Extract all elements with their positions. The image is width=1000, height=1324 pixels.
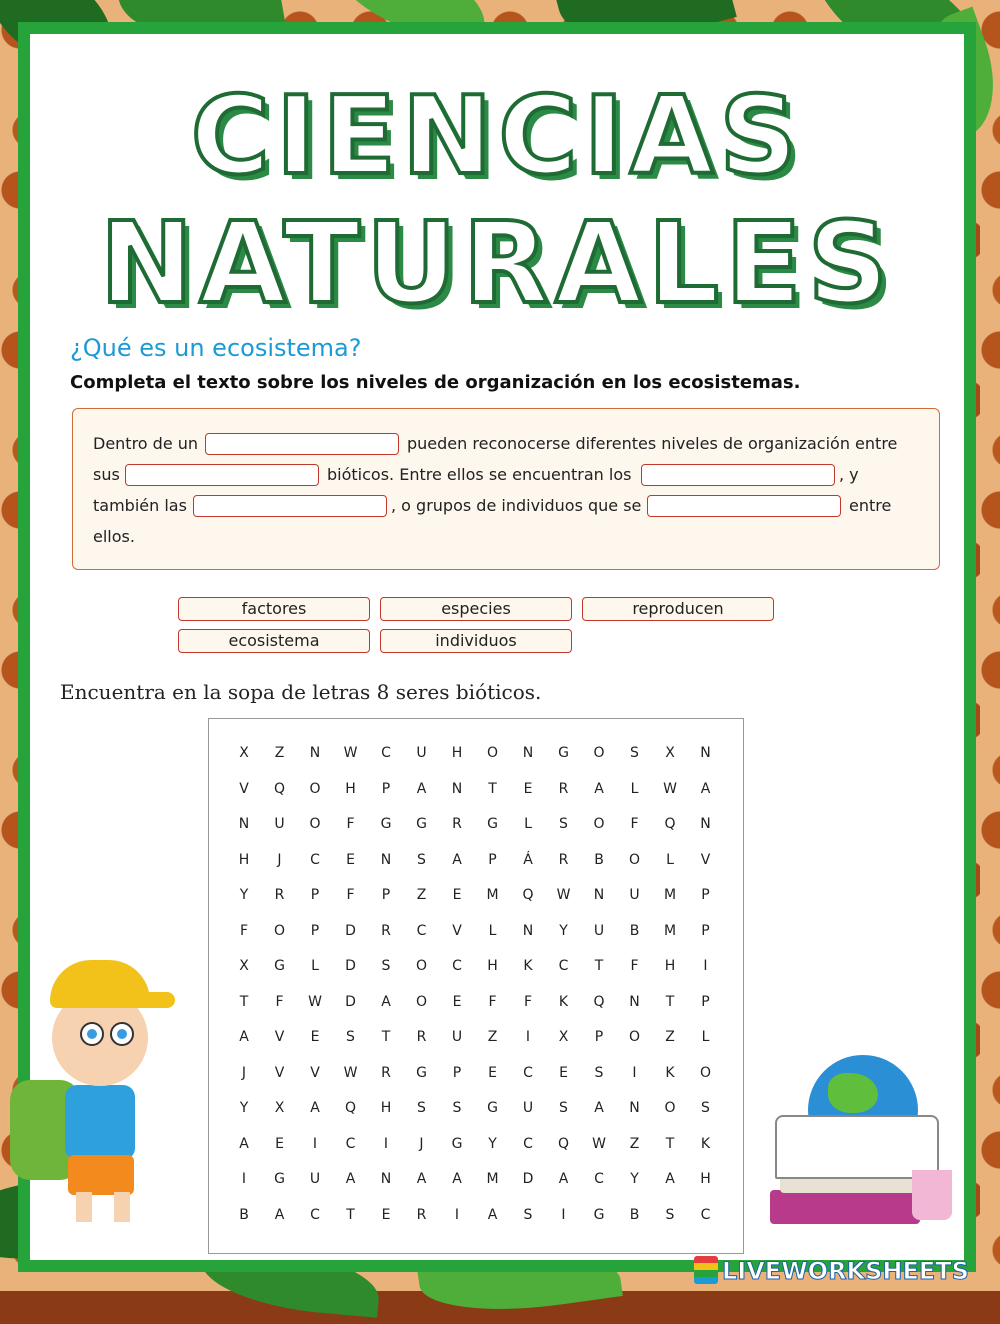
- grid-cell[interactable]: U: [593, 922, 605, 939]
- grid-cell[interactable]: T: [239, 993, 249, 1010]
- blank-input-1[interactable]: [205, 433, 399, 455]
- grid-cell[interactable]: N: [238, 816, 250, 832]
- grid-cell[interactable]: N: [700, 745, 711, 761]
- grid-cell[interactable]: Y: [559, 922, 568, 939]
- grid-cell[interactable]: P: [381, 887, 391, 903]
- kid-shirt-shape: [65, 1085, 135, 1160]
- grid-cell[interactable]: T: [346, 1206, 355, 1223]
- grid-cell[interactable]: H: [700, 1171, 711, 1187]
- grid-cell[interactable]: E: [523, 780, 533, 797]
- grid-cell[interactable]: H: [380, 1100, 392, 1116]
- grid-cell[interactable]: C: [381, 745, 391, 761]
- grid-cell[interactable]: G: [380, 816, 392, 832]
- grid-cell[interactable]: U: [629, 887, 640, 903]
- grid-cell[interactable]: D: [345, 922, 356, 939]
- grid-cell[interactable]: P: [701, 922, 710, 939]
- grid-cell[interactable]: F: [523, 993, 533, 1010]
- grid-cell[interactable]: B: [594, 851, 604, 868]
- word-bank-especies[interactable]: especies: [380, 597, 572, 621]
- grid-cell[interactable]: Z: [629, 1135, 640, 1152]
- grid-cell[interactable]: P: [488, 851, 497, 868]
- grid-cell[interactable]: N: [593, 887, 605, 903]
- grid-cell[interactable]: I: [561, 1206, 566, 1223]
- text-fragment: bióticos. Entre ellos se encuentran los: [327, 465, 632, 484]
- grid-cell[interactable]: V: [274, 1029, 285, 1045]
- word-bank-ecosistema[interactable]: ecosistema: [178, 629, 370, 653]
- grid-cell[interactable]: K: [700, 1135, 711, 1152]
- grid-cell[interactable]: Z: [416, 887, 427, 903]
- grid-cell[interactable]: E: [310, 1029, 320, 1045]
- grid-cell[interactable]: E: [559, 1064, 568, 1081]
- book-icon: [770, 1190, 920, 1224]
- grid-cell[interactable]: L: [524, 816, 532, 832]
- grid-cell[interactable]: L: [666, 851, 674, 868]
- grid-cell[interactable]: V: [310, 1064, 320, 1081]
- grid-cell[interactable]: O: [486, 745, 499, 761]
- grid-cell[interactable]: Z: [665, 1029, 675, 1045]
- grid-cell[interactable]: T: [665, 1135, 675, 1152]
- grid-cell[interactable]: S: [417, 851, 426, 868]
- grid-cell[interactable]: Q: [593, 993, 605, 1010]
- grid-cell[interactable]: W: [556, 887, 571, 903]
- grid-cell[interactable]: S: [559, 816, 568, 832]
- grid-cell[interactable]: X: [239, 958, 249, 974]
- grid-cell[interactable]: K: [665, 1064, 675, 1081]
- text-fragment: sus: [93, 465, 120, 484]
- grid-cell[interactable]: A: [452, 1171, 462, 1187]
- grid-cell[interactable]: Z: [487, 1029, 498, 1045]
- grid-cell[interactable]: B: [239, 1206, 249, 1223]
- grid-cell[interactable]: T: [594, 958, 604, 974]
- word-search-grid[interactable]: [208, 718, 744, 1254]
- grid-cell[interactable]: W: [308, 993, 322, 1010]
- text-fragment: , y: [839, 465, 859, 484]
- grid-cell[interactable]: C: [523, 1135, 533, 1152]
- grid-cell[interactable]: O: [593, 816, 605, 832]
- grid-cell[interactable]: O: [628, 851, 641, 868]
- kid-cap-brim-shape: [115, 992, 175, 1008]
- grid-cell[interactable]: S: [701, 1100, 710, 1116]
- grid-cell[interactable]: R: [274, 887, 285, 903]
- text-fragment: Dentro de un: [93, 434, 199, 453]
- grid-cell[interactable]: P: [310, 922, 320, 939]
- grid-cell[interactable]: A: [239, 1029, 249, 1045]
- title-line-1: CIENCIAS: [190, 74, 804, 199]
- grid-cell[interactable]: J: [241, 1064, 247, 1081]
- grid-cell[interactable]: I: [703, 958, 708, 974]
- grid-cell[interactable]: M: [486, 1171, 499, 1187]
- grid-cell[interactable]: W: [663, 780, 677, 797]
- pencil-cup-icon: [912, 1170, 952, 1220]
- text-fragment: también las: [93, 496, 187, 515]
- grid-cell[interactable]: U: [416, 745, 427, 761]
- grid-cell[interactable]: T: [488, 780, 497, 797]
- grid-cell[interactable]: A: [594, 780, 604, 797]
- grid-cell[interactable]: G: [416, 1064, 427, 1081]
- grid-cell[interactable]: N: [522, 922, 534, 939]
- grid-cell[interactable]: Y: [630, 1171, 639, 1187]
- blank-input-2[interactable]: [125, 464, 319, 486]
- fill-in-text-box: [72, 408, 940, 570]
- grid-cell[interactable]: C: [310, 1206, 320, 1223]
- grid-cell[interactable]: Q: [557, 1135, 570, 1152]
- text-fragment: pueden reconocerse diferentes niveles de organización entre: [407, 434, 898, 453]
- grid-cell[interactable]: O: [628, 1029, 641, 1045]
- grid-cell[interactable]: A: [416, 780, 427, 797]
- grid-cell[interactable]: S: [630, 745, 639, 761]
- grid-cell[interactable]: A: [594, 1100, 604, 1116]
- grid-cell[interactable]: X: [558, 1029, 569, 1045]
- grid-cell[interactable]: J: [277, 851, 282, 868]
- grid-cell[interactable]: C: [558, 958, 569, 974]
- grid-cell[interactable]: N: [629, 1100, 640, 1116]
- grid-cell[interactable]: S: [452, 1100, 462, 1116]
- grid-cell[interactable]: U: [309, 1171, 321, 1187]
- grid-cell[interactable]: R: [416, 1029, 427, 1045]
- grid-cell[interactable]: A: [345, 1171, 356, 1187]
- grid-cell[interactable]: P: [594, 1029, 604, 1045]
- grid-cell[interactable]: A: [239, 1135, 249, 1152]
- grid-cell[interactable]: H: [238, 851, 250, 868]
- grid-cell[interactable]: W: [592, 1135, 606, 1152]
- grid-cell[interactable]: Y: [239, 1100, 249, 1116]
- grid-cell[interactable]: S: [346, 1029, 355, 1045]
- grid-cell[interactable]: S: [665, 1206, 675, 1223]
- grid-cell[interactable]: C: [310, 851, 320, 868]
- grid-cell[interactable]: P: [452, 1064, 462, 1081]
- grid-cell[interactable]: P: [701, 887, 710, 903]
- grid-cell[interactable]: Y: [239, 887, 249, 903]
- grid-cell[interactable]: F: [488, 993, 497, 1010]
- logo-badge-icon: [694, 1256, 718, 1284]
- grid-cell[interactable]: A: [452, 851, 462, 868]
- grid-cell[interactable]: H: [487, 958, 498, 974]
- grid-cell[interactable]: O: [699, 1064, 712, 1081]
- grid-cell[interactable]: P: [381, 780, 391, 797]
- grid-cell[interactable]: O: [593, 745, 605, 761]
- grid-cell[interactable]: A: [381, 993, 391, 1010]
- grid-cell[interactable]: N: [522, 745, 534, 761]
- grid-cell[interactable]: F: [239, 922, 249, 939]
- word-search-instruction: Encuentra en la sopa de letras 8 seres bióticos.: [60, 680, 542, 704]
- grid-cell[interactable]: R: [558, 780, 569, 797]
- title-line-2: NATURALES: [99, 199, 895, 329]
- grid-cell[interactable]: N: [380, 1171, 392, 1187]
- grid-cell[interactable]: R: [381, 922, 391, 939]
- kid-eye-shape: [80, 1022, 104, 1046]
- grid-cell[interactable]: L: [311, 958, 319, 974]
- grid-cell[interactable]: O: [415, 958, 428, 974]
- grid-cell[interactable]: E: [488, 1064, 497, 1081]
- grid-cell[interactable]: A: [665, 1171, 675, 1187]
- grid-cell[interactable]: F: [630, 816, 639, 832]
- text-fragment: , o grupos de individuos que se: [391, 496, 642, 515]
- grid-cell[interactable]: A: [700, 780, 711, 797]
- grid-cell[interactable]: S: [381, 958, 391, 974]
- kid-leg-shape: [76, 1192, 92, 1222]
- grid-cell[interactable]: X: [274, 1100, 285, 1116]
- kid-eye-shape: [110, 1022, 134, 1046]
- grid-cell[interactable]: F: [275, 993, 284, 1010]
- grid-cell[interactable]: C: [700, 1206, 711, 1223]
- grid-cell[interactable]: N: [700, 816, 711, 832]
- grid-cell[interactable]: I: [312, 1135, 318, 1152]
- grid-cell[interactable]: R: [452, 816, 462, 832]
- grid-cell[interactable]: G: [274, 958, 285, 974]
- grid-cell[interactable]: E: [452, 887, 462, 903]
- grid-cell[interactable]: O: [309, 816, 321, 832]
- grid-cell[interactable]: Q: [522, 887, 534, 903]
- grid-cell[interactable]: J: [419, 1135, 424, 1152]
- text-fragment: entre: [849, 496, 892, 515]
- grid-cell[interactable]: R: [416, 1206, 427, 1223]
- kid-shorts-shape: [68, 1155, 134, 1195]
- grid-cell[interactable]: Q: [273, 780, 286, 797]
- grid-cell[interactable]: F: [346, 816, 355, 832]
- blank-input-4[interactable]: [193, 495, 387, 517]
- grid-cell[interactable]: E: [275, 1135, 284, 1152]
- grid-cell[interactable]: V: [452, 922, 462, 939]
- grid-cell[interactable]: Z: [274, 745, 285, 761]
- grid-cell[interactable]: L: [630, 780, 639, 797]
- grid-cell[interactable]: R: [558, 851, 569, 868]
- grid-cell[interactable]: K: [558, 993, 569, 1010]
- grid-cell[interactable]: S: [417, 1100, 426, 1116]
- kid-illustration: [10, 960, 190, 1230]
- word-bank-individuos[interactable]: individuos: [380, 629, 572, 653]
- grid-cell[interactable]: I: [632, 1064, 637, 1081]
- logo-text: LIVEWORKSHEETS: [722, 1257, 969, 1285]
- grid-cell[interactable]: H: [345, 780, 356, 797]
- grid-cell[interactable]: O: [309, 780, 321, 797]
- grid-cell[interactable]: B: [629, 1206, 640, 1223]
- grid-cell[interactable]: Y: [488, 1135, 497, 1152]
- grid-cell[interactable]: H: [664, 958, 676, 974]
- grid-cell[interactable]: M: [486, 887, 499, 903]
- grid-cell[interactable]: X: [665, 745, 675, 761]
- grid-cell[interactable]: I: [383, 1135, 389, 1152]
- grid-cell[interactable]: X: [239, 745, 249, 761]
- grid-cell[interactable]: G: [593, 1206, 605, 1223]
- grid-cell[interactable]: M: [663, 922, 677, 939]
- grid-cell[interactable]: D: [345, 993, 356, 1010]
- grid-cell[interactable]: A: [416, 1171, 427, 1187]
- grid-cell[interactable]: S: [523, 1206, 533, 1223]
- grid-cell[interactable]: S: [559, 1100, 568, 1116]
- grid-cell[interactable]: P: [701, 993, 710, 1010]
- blank-input-3[interactable]: [641, 464, 835, 486]
- grid-cell[interactable]: A: [310, 1100, 320, 1116]
- grid-cell[interactable]: U: [274, 816, 285, 832]
- grid-cell[interactable]: B: [629, 922, 640, 939]
- grid-cell[interactable]: U: [522, 1100, 534, 1116]
- grid-cell[interactable]: P: [310, 887, 320, 903]
- grid-cell[interactable]: N: [629, 993, 640, 1010]
- grid-cell[interactable]: G: [416, 816, 427, 832]
- grid-cell[interactable]: U: [451, 1029, 463, 1045]
- grid-cell[interactable]: W: [343, 1064, 358, 1081]
- grid-cell[interactable]: W: [343, 745, 358, 761]
- grid-cell[interactable]: I: [525, 1029, 531, 1045]
- grid-cell[interactable]: V: [700, 851, 711, 868]
- grid-cell[interactable]: M: [663, 887, 677, 903]
- globe-land-shape: [828, 1073, 878, 1113]
- grid-cell[interactable]: R: [381, 1064, 391, 1081]
- grid-cell[interactable]: N: [309, 745, 321, 761]
- grid-cell[interactable]: T: [381, 1029, 391, 1045]
- grid-cell[interactable]: F: [346, 887, 355, 903]
- grid-cell[interactable]: O: [415, 993, 428, 1010]
- liveworksheets-logo: [694, 1256, 994, 1286]
- word-bank-factores[interactable]: factores: [178, 597, 370, 621]
- grid-cell[interactable]: H: [451, 745, 463, 761]
- grid-cell[interactable]: F: [630, 958, 639, 974]
- grid-cell[interactable]: A: [487, 1206, 498, 1223]
- grid-cell[interactable]: T: [665, 993, 675, 1010]
- grid-cell[interactable]: G: [487, 816, 498, 832]
- grid-cell[interactable]: V: [274, 1064, 285, 1081]
- grid-cell[interactable]: N: [451, 780, 463, 797]
- grid-cell[interactable]: C: [345, 1135, 356, 1152]
- kid-leg-shape: [114, 1192, 130, 1222]
- grid-cell[interactable]: I: [454, 1206, 460, 1223]
- section-question: ¿Qué es un ecosistema?: [70, 334, 362, 362]
- grid-cell[interactable]: O: [273, 922, 286, 939]
- grid-cell[interactable]: D: [522, 1171, 534, 1187]
- grid-cell[interactable]: L: [488, 922, 497, 939]
- grid-cell[interactable]: D: [345, 958, 356, 974]
- grid-cell[interactable]: A: [558, 1171, 569, 1187]
- grid-cell[interactable]: E: [452, 993, 462, 1010]
- grid-cell[interactable]: I: [241, 1171, 247, 1187]
- grid-cell[interactable]: K: [523, 958, 533, 974]
- grid-cell[interactable]: G: [451, 1135, 463, 1152]
- grid-cell[interactable]: G: [558, 745, 569, 761]
- grid-cell[interactable]: A: [274, 1206, 285, 1223]
- grid-cell[interactable]: C: [594, 1171, 604, 1187]
- fill-in-instruction: Completa el texto sobre los niveles de organización en los ecosistemas.: [70, 372, 801, 393]
- word-bank-reproducen[interactable]: reproducen: [582, 597, 774, 621]
- grid-cell[interactable]: V: [239, 780, 249, 797]
- grid-cell[interactable]: N: [380, 851, 392, 868]
- grid-cell[interactable]: G: [487, 1100, 498, 1116]
- grid-cell[interactable]: S: [594, 1064, 604, 1081]
- grid-cell[interactable]: Q: [344, 1100, 357, 1116]
- text-fragment: ellos.: [93, 527, 135, 546]
- grid-cell[interactable]: E: [381, 1206, 391, 1223]
- grid-cell[interactable]: C: [452, 958, 462, 974]
- grid-cell[interactable]: C: [416, 922, 427, 939]
- grid-cell[interactable]: Á: [523, 851, 533, 868]
- grid-cell[interactable]: Q: [664, 816, 676, 832]
- blank-input-5[interactable]: [647, 495, 841, 517]
- grid-cell[interactable]: L: [701, 1029, 710, 1045]
- grid-cell[interactable]: E: [346, 851, 355, 868]
- grid-cell[interactable]: G: [274, 1171, 285, 1187]
- grid-cell[interactable]: O: [664, 1100, 676, 1116]
- grid-cell[interactable]: C: [523, 1064, 533, 1081]
